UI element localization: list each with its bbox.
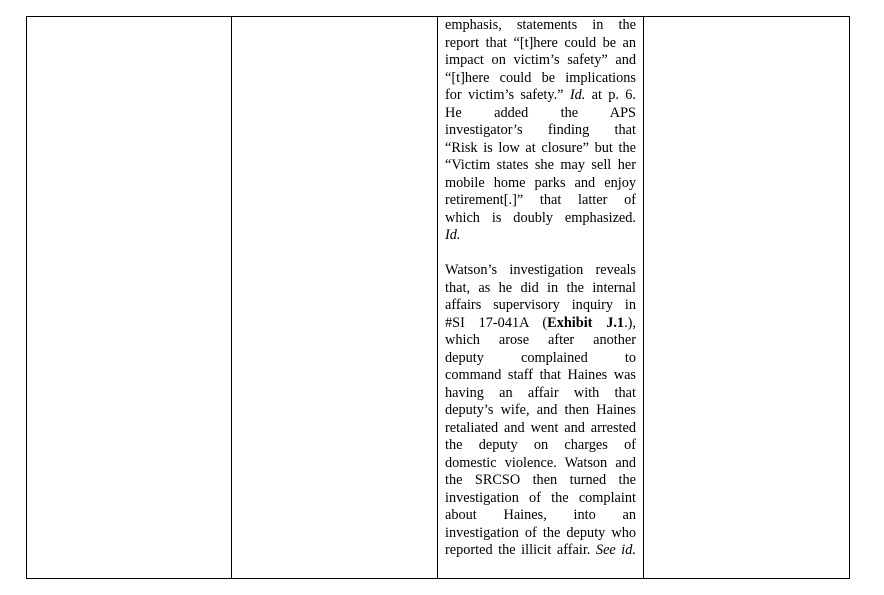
- text-line: mobile home parks and enjoy: [445, 174, 636, 191]
- text-line: “Victim states she may sell her: [445, 157, 636, 173]
- text-line: that, as he did in the internal: [445, 279, 636, 296]
- text-line: domestic violence. Watson and: [445, 454, 636, 471]
- citation-italic: See id.: [595, 542, 636, 558]
- text-line: “[t]here could be implications: [445, 69, 636, 86]
- text-segment: at p. 6.: [591, 87, 636, 103]
- exhibit-reference: Exhibit J.1: [547, 314, 625, 331]
- text-line: investigator’s finding that: [445, 122, 636, 138]
- text-line: affairs supervisory inquiry in: [445, 297, 636, 313]
- table-cell-1: [27, 17, 232, 579]
- text-segment: .),: [624, 314, 636, 331]
- text-line: the deputy on charges of: [445, 437, 636, 453]
- text-line: the SRCSO then turned the: [445, 472, 636, 488]
- text-line: “Risk is low at closure” but the: [445, 139, 636, 156]
- text-line: retaliated and went and arrested: [445, 419, 636, 436]
- text-segment: #SI 17-041A (: [445, 314, 548, 331]
- table-cell-4: [644, 17, 850, 579]
- table-cell-2: [232, 17, 438, 579]
- text-line: investigation of the deputy who: [445, 524, 636, 541]
- document-table: [26, 16, 850, 579]
- citation-italic: Id.: [445, 227, 461, 243]
- paragraph-gap: [445, 245, 636, 263]
- text-line: report that “[t]here could be an: [445, 34, 636, 51]
- text-segment: for victim’s safety.”: [445, 87, 564, 103]
- text-segment: reported the illicit affair.: [445, 542, 591, 558]
- text-line: deputy complained to: [445, 349, 636, 366]
- text-line: emphasis, statements in the: [445, 17, 636, 33]
- text-line: impact on victim’s safety” and: [445, 52, 636, 68]
- text-line: investigation of the complaint: [445, 489, 636, 506]
- text-line: deputy’s wife, and then Haines: [445, 402, 636, 418]
- text-line: retirement[.]” that latter of: [445, 192, 636, 208]
- text-line: which is doubly emphasized.: [445, 209, 636, 226]
- text-line: He added the APS: [445, 104, 636, 121]
- text-line: [445, 542, 636, 560]
- text-line: which arose after another: [445, 332, 636, 348]
- text-line: about Haines, into an: [445, 507, 636, 523]
- table-cell-3: [438, 17, 644, 579]
- citation-italic: Id.: [569, 87, 586, 103]
- text-line: command staff that Haines was: [445, 367, 636, 383]
- table-row: [27, 17, 850, 579]
- text-line: Watson’s investigation reveals: [445, 262, 636, 278]
- text-line: [445, 87, 636, 105]
- text-line: having an affair with that: [445, 384, 636, 401]
- text-line: [445, 227, 636, 245]
- cell-text-body: [438, 17, 643, 560]
- text-line: [445, 315, 636, 333]
